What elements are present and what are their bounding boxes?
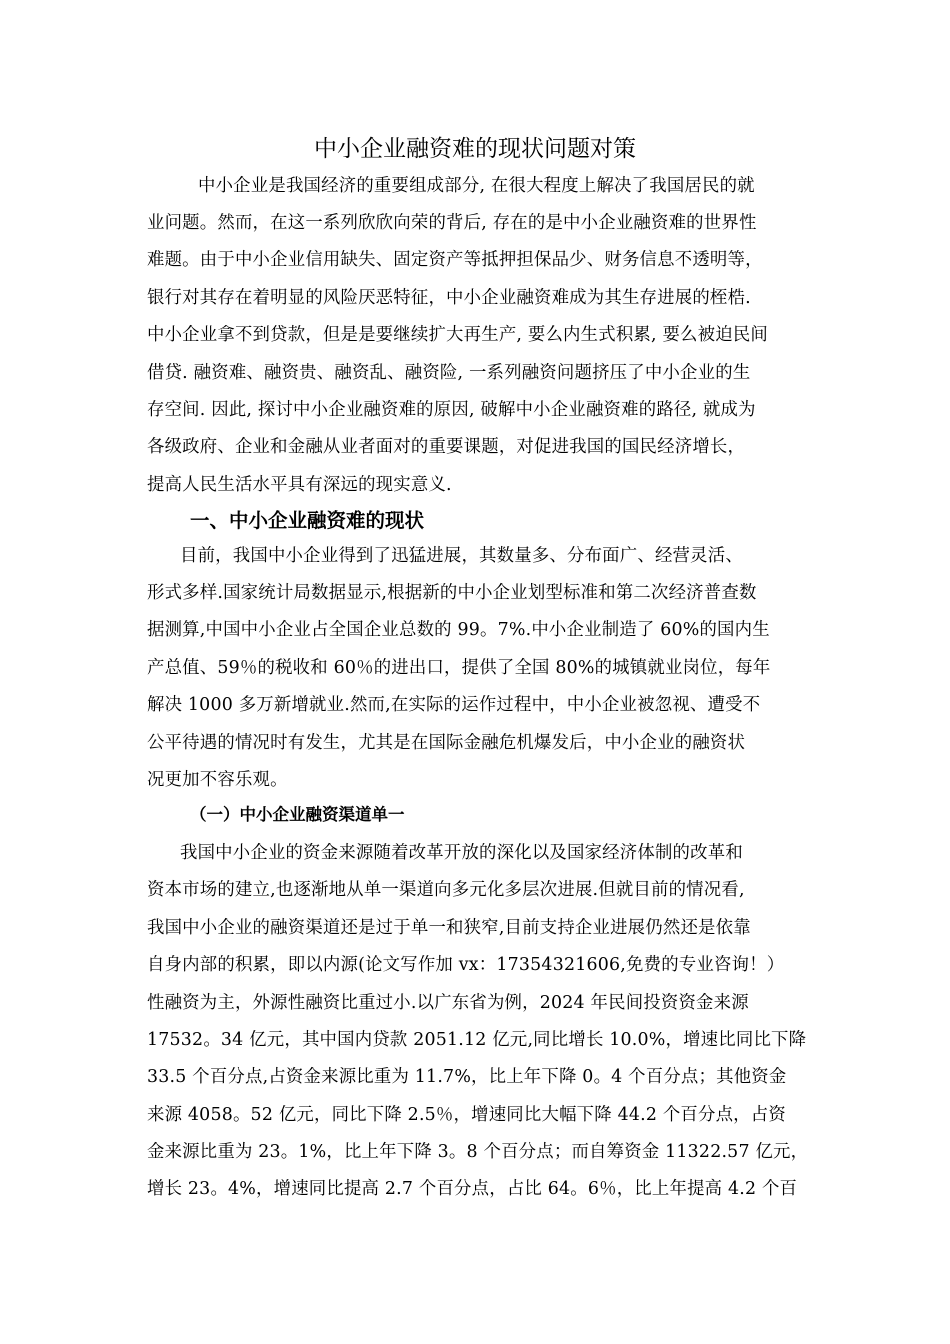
intro-line: 提高人民生活水平具有深远的现实意义.: [147, 475, 452, 495]
intro-line: 存空间. 因此, 探讨中小企业融资难的原因, 破解中小企业融资难的路径, 就成为: [147, 400, 756, 420]
subsection-line: 33.5 个百分点,占资金来源比重为 11.7%，比上年下降 0。4 个百分点；其他资金: [147, 1067, 787, 1087]
intro-line: 中小企业拿不到贷款，但是是要继续扩大再生产, 要么内生式积累, 要么被迫民间: [147, 325, 768, 345]
subsection-line: 我国中小企业的融资渠道还是过于单一和狭窄,目前支持企业进展仍然还是依靠: [147, 918, 751, 938]
intro-line: 各级政府、企业和金融从业者面对的重要课题，对促进我国的国民经济增长，: [147, 437, 746, 457]
subsection-line: 资本市场的建立,也逐渐地从单一渠道向多元化多层次进展.但就目前的情况看,: [147, 880, 745, 900]
intro-line: 业问题。然而，在这一系列欣欣向荣的背后, 存在的是中小企业融资难的世界性: [147, 213, 757, 233]
intro-line: 中小企业是我国经济的重要组成部分, 在很大程度上解决了我国居民的就: [198, 176, 755, 196]
document-title: 中小企业融资难的现状问题对策: [314, 136, 636, 162]
section-line: 解决 1000 多万新增就业.然而,在实际的运作过程中，中小企业被忽视、遭受不: [147, 695, 761, 715]
section-line: 况更加不容乐观。: [147, 770, 288, 790]
subsection-line: 性融资为主，外源性融资比重过小.以广东省为例，2024 年民间投资资金来源: [147, 993, 749, 1013]
subsection-line: 来源 4058。52 亿元，同比下降 2.5％，增速同比大幅下降 44.2 个百分点，占资: [147, 1105, 786, 1125]
section-line: 据测算,中国中小企业占全国企业总数的 99。7%.中小企业制造了 60%的国内生: [147, 620, 770, 640]
section-heading: 一、中小企业融资难的现状: [190, 509, 425, 532]
section-line: 形式多样.国家统计局数据显示,根据新的中小企业划型标准和第二次经济普查数: [147, 583, 757, 603]
subsection-line: 我国中小企业的资金来源随着改革开放的深化以及国家经济体制的改革和: [180, 843, 743, 863]
section-line: 公平待遇的情况时有发生，尤其是在国际金融危机爆发后，中小企业的融资状: [147, 733, 746, 753]
subsection-line: 金来源比重为 23。1%，比上年下降 3。8 个百分点；而自筹资金 11322.57 亿元，: [147, 1142, 809, 1162]
subsection-heading: （一）中小企业融资渠道单一: [190, 805, 405, 824]
intro-line: 难题。由于中小企业信用缺失、固定资产等抵押担保品少、财务信息不透明等，: [147, 250, 763, 270]
subsection-line: 自身内部的积累，即以内源(论文写作加 vx：17354321606,免费的专业咨询！）: [147, 955, 785, 975]
section-line: 目前，我国中小企业得到了迅猛进展，其数量多、分布面广、经营灵活、: [180, 546, 743, 566]
section-line: 产总值、59％的税收和 60％的进出口，提供了全国 80%的城镇就业岗位，每年: [147, 658, 771, 678]
subsection-line: 17532。34 亿元，其中国内贷款 2051.12 亿元,同比增长 10.0%，增速比同比下降: [147, 1030, 807, 1050]
intro-line: 银行对其存在着明显的风险厌恶特征，中小企业融资难成为其生存进展的桎梏.: [147, 288, 751, 308]
intro-line: 借贷. 融资难、融资贵、融资乱、融资险, 一系列融资问题挤压了中小企业的生: [147, 363, 751, 383]
subsection-line: 增长 23。4%，增速同比提高 2.7 个百分点，占比 64。6％，比上年提高 4.2 个百: [147, 1179, 798, 1199]
